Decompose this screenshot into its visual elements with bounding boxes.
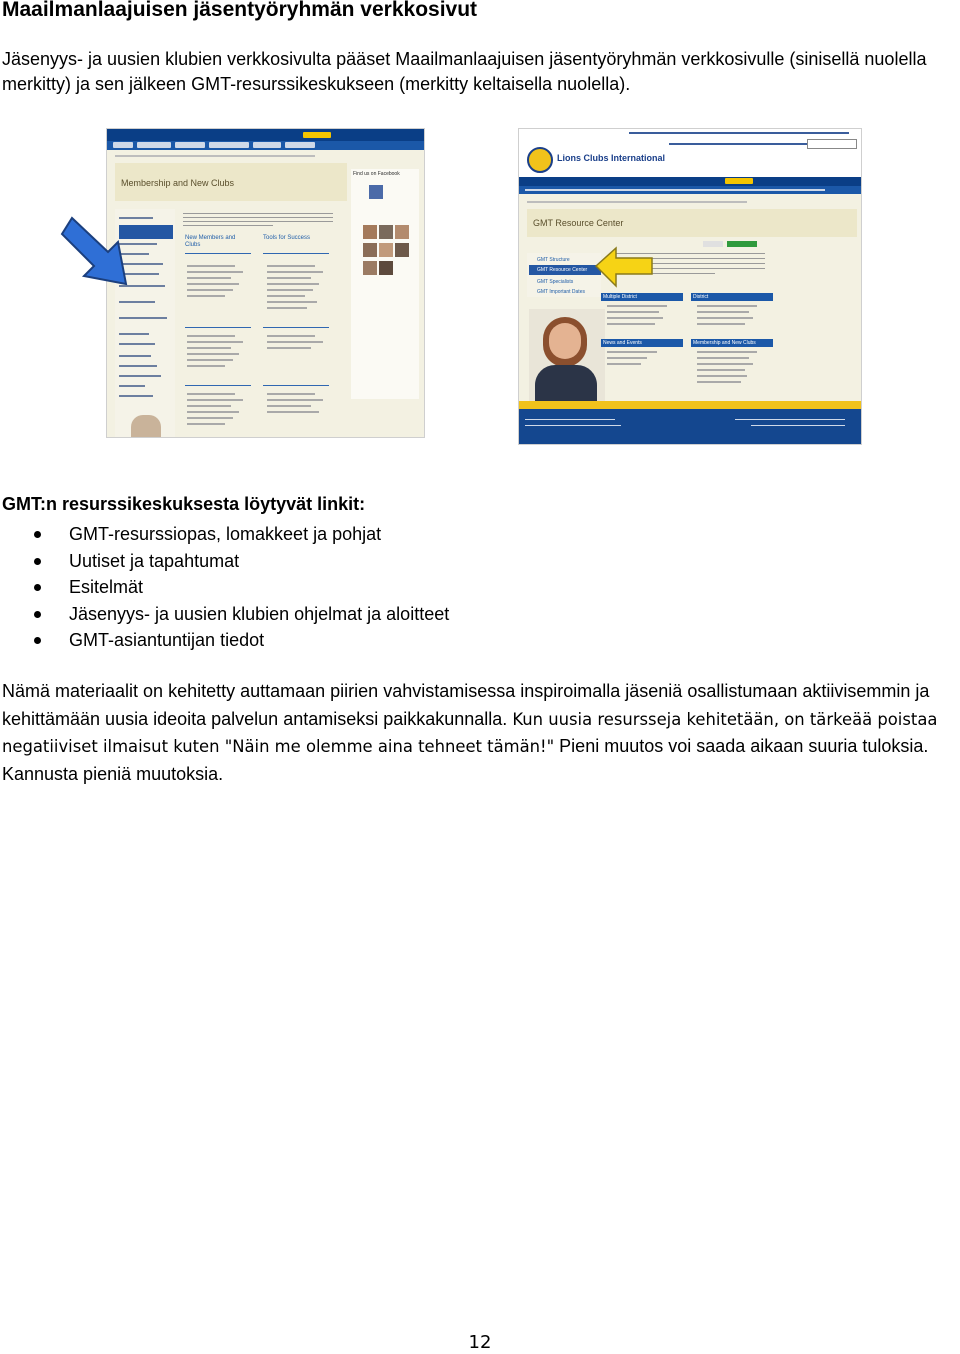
menu-gmt-important-dates: GMT Important Dates [537,289,585,295]
language-links [629,132,849,134]
menu-line [119,343,155,345]
bullet-icon [34,637,41,644]
link-line [267,265,315,267]
avatar [363,243,377,257]
link-line [187,359,233,361]
page-heading: GMT Resource Center [533,218,624,228]
link-line [267,393,315,395]
menu-gmt-specialists: GMT Specialists [537,279,574,285]
breadcrumb-bar [115,155,315,157]
text-line [183,213,333,214]
link-line [697,311,749,313]
link-line [267,405,311,407]
menu-line [119,301,155,303]
link-line [607,323,655,325]
list-item: GMT-asiantuntijan tiedot [0,627,449,654]
avatar [363,261,377,275]
gmt-resource-center-screenshot [518,128,862,445]
nav-item [175,142,205,148]
section-new-members: New Members and Clubs [185,235,236,248]
link-line [697,323,745,325]
link-line [267,411,319,413]
link-line [267,347,311,349]
document-title: Maailmanlaajuisen jäsentyöryhmän verkkosivut [2,0,478,21]
link-line [607,317,663,319]
link-line [607,351,657,353]
facebook-widget [351,169,419,399]
bullet-icon [34,531,41,538]
link-line [267,307,307,309]
paragraph-part-1: Nämä materiaalit on kehitetty auttamaan piirien vahvistamisessa inspiroimalla jäseniä osallistumaan aktiivisemmin ja kehittämään uusia ideoita palvelun antamiseksi paikkakunnalla. [2,681,930,729]
link-line [187,289,233,291]
link-line [187,365,225,367]
link-line [607,363,641,365]
link-line [267,271,323,273]
link-line [187,347,231,349]
member-center-tab [303,132,331,138]
intro-paragraph: Jäsenyys- ja uusien klubien verkkosivulta pääset Maailmanlaajuisen jäsentyöryhmän verkkosivulle (sinisellä nuolella merkitty) ja sen jälkeen GMT-resurssikeskukseen (merkitty keltaisella nuolella). [2,49,927,94]
face [549,323,581,359]
menu-line [119,365,157,367]
link-line [697,317,753,319]
site-top-bar [107,129,424,141]
list-item: Uutiset ja tapahtumat [0,548,449,575]
nav-item [285,142,315,148]
paragraph-part-2: Kun uusia resursseja kehitetään, on tärkeää poistaa negatiiviset ilmaisut kuten "Näin me olemme aina tehneet tämän!" [2,709,938,756]
avatar [395,243,409,257]
avatar [395,225,409,239]
share-button [727,241,757,247]
link-line [187,393,235,395]
link-line [607,305,667,307]
link-line [697,363,753,365]
links-heading: GMT:n resurssikeskuksesta löytyvät linkit: [2,494,366,514]
link-line [697,305,757,307]
link-line [607,357,647,359]
menu-line [119,385,145,387]
avatar [379,225,393,239]
person-photo [131,415,161,437]
link-line [607,311,659,313]
link-line [187,399,243,401]
link-line [697,351,757,353]
menu-line [119,355,151,357]
divider [263,253,329,254]
avatar [363,225,377,239]
site-footer [519,409,861,444]
text-line [183,225,273,226]
link-line [187,295,225,297]
footer-accent [519,401,861,409]
link-line [697,381,741,383]
box-district: District [693,294,709,300]
link-line [187,405,231,407]
text-line [183,217,333,218]
bullet-icon [34,584,41,591]
footer-text [525,419,615,420]
link-line [187,353,239,355]
nav-item [209,142,249,148]
link-line [187,283,239,285]
link-line [697,357,749,359]
section-tools: Tools for Success [263,235,311,241]
link-line [187,335,235,337]
link-line [697,369,745,371]
box-news-events: News and Events [603,340,642,346]
subnav-links [525,189,825,191]
page-heading: Membership and New Clubs [121,178,235,188]
list-item: Jäsenyys- ja uusien klubien ohjelmat ja aloitteet [0,601,449,628]
box-membership-new-clubs: Membership and New Clubs [693,340,756,346]
divider [185,253,251,254]
member-center-tab [725,178,753,184]
divider [185,327,251,328]
breadcrumb-bar [527,201,747,203]
divider [185,385,251,386]
page-number: 12 [468,1332,492,1353]
box-multiple-district: Multiple District [603,294,637,300]
list-item: Esitelmät [0,574,449,601]
link-line [187,423,225,425]
paragraph-part-3: Pieni muutos voi saada aikaan suuria tuloksia. Kannusta pieniä muutoksia. [2,736,929,784]
link-line [697,375,747,377]
footer-text [525,425,621,426]
text-line [183,221,333,222]
bullet-icon [34,558,41,565]
body-paragraph [2,678,960,788]
shirt [535,365,597,401]
search-input [807,139,857,149]
link-line [267,295,305,297]
link-line [187,277,231,279]
specialist-photo [529,309,605,401]
menu-line [119,375,161,377]
list-item: GMT-resurssiopas, lomakkeet ja pohjat [0,521,449,548]
link-line [267,335,315,337]
link-line [267,277,311,279]
links-list [0,521,449,654]
link-line [267,399,323,401]
yellow-arrow-icon [594,244,656,292]
menu-gmt-structure: GMT Structure [537,257,570,263]
footer-links [735,419,845,420]
avatar [379,243,393,257]
print-button [703,241,723,247]
site-nav-bar [519,177,861,186]
divider [263,327,329,328]
link-line [267,283,319,285]
footer-links [751,425,845,426]
brand-name: Lions Clubs International [557,153,666,163]
lions-logo-icon [527,147,553,173]
menu-gmt-resource-center: GMT Resource Center [537,267,588,273]
nav-item [137,142,171,148]
bullet-icon [34,611,41,618]
menu-line [119,317,167,319]
nav-item [113,142,133,148]
link-line [267,341,323,343]
link-line [187,271,243,273]
nav-item [253,142,281,148]
facebook-logo [369,185,383,199]
menu-line [119,333,149,335]
blue-arrow-icon [60,214,156,290]
facebook-label: Find us on Facebook [353,171,400,177]
link-line [187,417,233,419]
link-line [267,289,313,291]
link-line [187,341,243,343]
link-line [187,265,235,267]
link-line [187,411,239,413]
avatar [379,261,393,275]
divider [263,385,329,386]
link-line [267,301,317,303]
menu-line [119,395,153,397]
